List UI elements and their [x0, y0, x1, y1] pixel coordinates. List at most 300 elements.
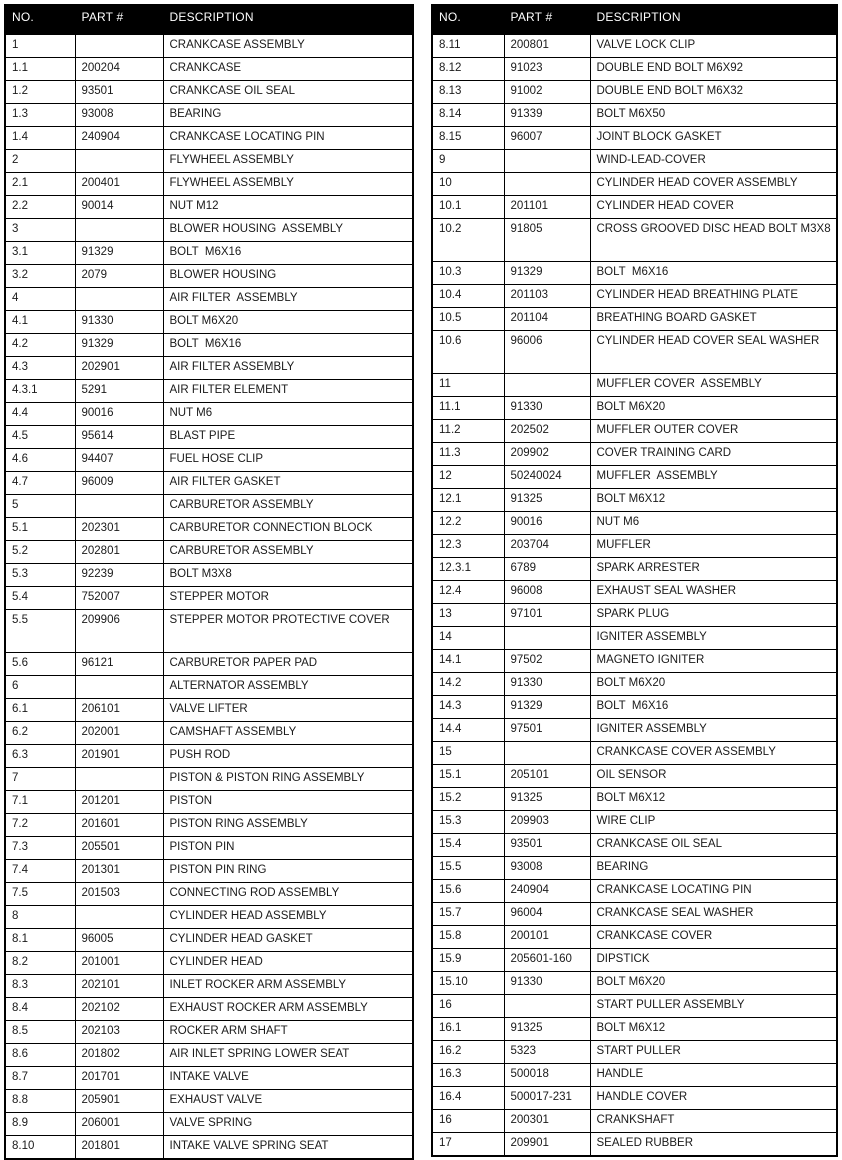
cell-part-number: 95614 — [75, 426, 163, 449]
table-row — [432, 308, 837, 331]
cell-no: 8.2 — [5, 952, 75, 975]
cell-part-number: 200204 — [75, 58, 163, 81]
cell-part-number: 91329 — [504, 696, 590, 719]
cell-no: 3 — [5, 219, 75, 242]
cell-part-number: 2079 — [75, 265, 163, 288]
cell-no: 15.2 — [432, 788, 504, 811]
table-row — [432, 627, 837, 650]
cell-part-number: 91330 — [504, 972, 590, 995]
table-row — [5, 587, 413, 610]
cell-no: 10.2 — [432, 219, 504, 262]
table-body-right — [432, 35, 837, 1157]
cell-no: 4.2 — [5, 334, 75, 357]
cell-description: CRANKCASE SEAL WASHER — [590, 903, 837, 926]
cell-description: CRANKCASE LOCATING PIN — [163, 127, 413, 150]
cell-part-number: 91330 — [504, 673, 590, 696]
cell-no: 10.6 — [432, 331, 504, 374]
table-row — [5, 975, 413, 998]
cell-description: MUFFLER COVER ASSEMBLY — [590, 374, 837, 397]
cell-part-number: 202801 — [75, 541, 163, 564]
cell-no: 11.3 — [432, 443, 504, 466]
cell-description: BOLT M6X20 — [590, 397, 837, 420]
table-row — [432, 397, 837, 420]
cell-part-number: 6789 — [504, 558, 590, 581]
cell-part-number: 209906 — [75, 610, 163, 653]
cell-part-number: 203704 — [504, 535, 590, 558]
cell-part-number: 240904 — [75, 127, 163, 150]
cell-part-number: 93008 — [504, 857, 590, 880]
cell-no: 10.5 — [432, 308, 504, 331]
table-row — [5, 564, 413, 587]
cell-part-number: 92239 — [75, 564, 163, 587]
table-row — [5, 357, 413, 380]
table-row — [5, 518, 413, 541]
cell-no: 11.2 — [432, 420, 504, 443]
table-row — [432, 58, 837, 81]
cell-part-number: 96008 — [504, 581, 590, 604]
cell-no: 4.4 — [5, 403, 75, 426]
cell-part-number: 91329 — [75, 334, 163, 357]
cell-description: PUSH ROD — [163, 745, 413, 768]
cell-part-number — [504, 173, 590, 196]
cell-part-number: 205601-160 — [504, 949, 590, 972]
cell-no: 7.5 — [5, 883, 75, 906]
cell-description: CRANKCASE OIL SEAL — [590, 834, 837, 857]
table-row — [5, 1021, 413, 1044]
cell-no: 10.3 — [432, 262, 504, 285]
cell-part-number: 202901 — [75, 357, 163, 380]
cell-part-number: 5291 — [75, 380, 163, 403]
cell-description: VALVE LOCK CLIP — [590, 35, 837, 58]
cell-part-number: 200401 — [75, 173, 163, 196]
table-row — [432, 35, 837, 58]
table-row — [5, 1136, 413, 1160]
cell-no: 16 — [432, 1110, 504, 1133]
cell-no: 14.2 — [432, 673, 504, 696]
cell-part-number — [504, 627, 590, 650]
table-row — [432, 127, 837, 150]
cell-part-number: 202301 — [75, 518, 163, 541]
cell-no: 5 — [5, 495, 75, 518]
table-row — [5, 541, 413, 564]
cell-no: 16.2 — [432, 1041, 504, 1064]
table-row — [5, 1113, 413, 1136]
cell-no: 10.4 — [432, 285, 504, 308]
cell-description: CAMSHAFT ASSEMBLY — [163, 722, 413, 745]
table-row — [5, 952, 413, 975]
cell-description: COVER TRAINING CARD — [590, 443, 837, 466]
cell-no: 12.3 — [432, 535, 504, 558]
cell-part-number: 96006 — [504, 331, 590, 374]
cell-no: 8.11 — [432, 35, 504, 58]
cell-part-number — [504, 995, 590, 1018]
cell-part-number: 209903 — [504, 811, 590, 834]
cell-description: BOLT M6X12 — [590, 1018, 837, 1041]
cell-part-number: 202103 — [75, 1021, 163, 1044]
cell-part-number: 201801 — [75, 1136, 163, 1160]
table-row — [5, 173, 413, 196]
cell-no: 17 — [432, 1133, 504, 1157]
table-row — [432, 995, 837, 1018]
cell-no: 15.5 — [432, 857, 504, 880]
cell-no: 5.4 — [5, 587, 75, 610]
cell-part-number: 91329 — [504, 262, 590, 285]
cell-part-number: 500018 — [504, 1064, 590, 1087]
cell-description: BOLT M6X16 — [590, 262, 837, 285]
cell-description: DOUBLE END BOLT M6X92 — [590, 58, 837, 81]
cell-no: 1.3 — [5, 104, 75, 127]
table-row — [432, 788, 837, 811]
cell-no: 12 — [432, 466, 504, 489]
cell-part-number: 93008 — [75, 104, 163, 127]
table-row — [5, 1067, 413, 1090]
cell-no: 1.1 — [5, 58, 75, 81]
cell-no: 3.2 — [5, 265, 75, 288]
cell-description: INTAKE VALVE — [163, 1067, 413, 1090]
table-row — [432, 420, 837, 443]
table-row — [5, 768, 413, 791]
cell-description: CYLINDER HEAD COVER ASSEMBLY — [590, 173, 837, 196]
cell-description: CRANKCASE COVER — [590, 926, 837, 949]
cell-no: 11.1 — [432, 397, 504, 420]
cell-no: 11 — [432, 374, 504, 397]
cell-description: BOLT M6X16 — [590, 696, 837, 719]
cell-part-number: 201901 — [75, 745, 163, 768]
cell-part-number: 91805 — [504, 219, 590, 262]
table-row — [432, 512, 837, 535]
table-row — [432, 196, 837, 219]
cell-no: 5.2 — [5, 541, 75, 564]
cell-description: START PULLER ASSEMBLY — [590, 995, 837, 1018]
cell-no: 4.5 — [5, 426, 75, 449]
cell-description: CRANKCASE LOCATING PIN — [590, 880, 837, 903]
cell-no: 16.3 — [432, 1064, 504, 1087]
table-row — [432, 1087, 837, 1110]
cell-no: 9 — [432, 150, 504, 173]
cell-description: BLOWER HOUSING — [163, 265, 413, 288]
cell-description: EXHAUST SEAL WASHER — [590, 581, 837, 604]
cell-description: NUT M12 — [163, 196, 413, 219]
cell-no: 14.3 — [432, 696, 504, 719]
cell-part-number: 50240024 — [504, 466, 590, 489]
table-row — [5, 906, 413, 929]
cell-part-number: 200101 — [504, 926, 590, 949]
cell-description: ALTERNATOR ASSEMBLY — [163, 676, 413, 699]
table-row — [5, 127, 413, 150]
cell-no: 4 — [5, 288, 75, 311]
table-row — [5, 998, 413, 1021]
cell-description: BOLT M6X20 — [590, 673, 837, 696]
cell-no: 1.2 — [5, 81, 75, 104]
cell-no: 15.9 — [432, 949, 504, 972]
table-row — [432, 374, 837, 397]
cell-description: BOLT M6X20 — [590, 972, 837, 995]
table-row — [432, 811, 837, 834]
cell-description: CONNECTING ROD ASSEMBLY — [163, 883, 413, 906]
cell-description: CRANKSHAFT — [590, 1110, 837, 1133]
table-row — [432, 535, 837, 558]
cell-no: 8.15 — [432, 127, 504, 150]
table-row — [5, 219, 413, 242]
column-header-description: DESCRIPTION — [590, 5, 837, 35]
cell-no: 1.4 — [5, 127, 75, 150]
table-row — [432, 880, 837, 903]
cell-part-number: 91002 — [504, 81, 590, 104]
cell-part-number: 201802 — [75, 1044, 163, 1067]
cell-description: BOLT M6X16 — [163, 242, 413, 265]
cell-no: 14.4 — [432, 719, 504, 742]
table-row — [5, 837, 413, 860]
table-row — [5, 610, 413, 653]
cell-description: DIPSTICK — [590, 949, 837, 972]
table-row — [5, 196, 413, 219]
table-row — [432, 81, 837, 104]
table-row — [5, 265, 413, 288]
table-row — [432, 1110, 837, 1133]
cell-no: 4.6 — [5, 449, 75, 472]
table-row — [5, 653, 413, 676]
table-row — [5, 1090, 413, 1113]
cell-description: CARBURETOR ASSEMBLY — [163, 495, 413, 518]
cell-no: 3.1 — [5, 242, 75, 265]
cell-description: FLYWHEEL ASSEMBLY — [163, 150, 413, 173]
cell-no: 7.4 — [5, 860, 75, 883]
cell-part-number: 201001 — [75, 952, 163, 975]
cell-no: 12.2 — [432, 512, 504, 535]
cell-description: PISTON & PISTON RING ASSEMBLY — [163, 768, 413, 791]
cell-description: BLOWER HOUSING ASSEMBLY — [163, 219, 413, 242]
cell-description: VALVE SPRING — [163, 1113, 413, 1136]
cell-part-number — [504, 150, 590, 173]
table-row — [5, 814, 413, 837]
cell-description: BOLT M6X12 — [590, 788, 837, 811]
cell-description: CARBURETOR ASSEMBLY — [163, 541, 413, 564]
cell-part-number — [75, 768, 163, 791]
cell-no: 5.6 — [5, 653, 75, 676]
cell-part-number: 202101 — [75, 975, 163, 998]
cell-description: PISTON PIN RING — [163, 860, 413, 883]
cell-description: CRANKCASE ASSEMBLY — [163, 35, 413, 58]
cell-no: 16.1 — [432, 1018, 504, 1041]
table-row — [432, 765, 837, 788]
cell-description: VALVE LIFTER — [163, 699, 413, 722]
table-row — [432, 219, 837, 262]
cell-part-number: 96004 — [504, 903, 590, 926]
table-row — [432, 466, 837, 489]
table-row — [432, 1064, 837, 1087]
cell-part-number: 91325 — [504, 489, 590, 512]
cell-no: 15.1 — [432, 765, 504, 788]
cell-part-number: 97101 — [504, 604, 590, 627]
table-row — [432, 1018, 837, 1041]
cell-part-number — [504, 742, 590, 765]
cell-part-number: 201101 — [504, 196, 590, 219]
cell-no: 12.4 — [432, 581, 504, 604]
table-row — [432, 285, 837, 308]
cell-part-number: 200801 — [504, 35, 590, 58]
cell-no: 8.3 — [5, 975, 75, 998]
cell-description: CYLINDER HEAD — [163, 952, 413, 975]
cell-description: BOLT M6X50 — [590, 104, 837, 127]
table-row — [5, 81, 413, 104]
cell-description: STEPPER MOTOR PROTECTIVE COVER — [163, 610, 413, 653]
cell-description: MUFFLER OUTER COVER — [590, 420, 837, 443]
cell-no: 13 — [432, 604, 504, 627]
cell-no: 16 — [432, 995, 504, 1018]
table-row — [432, 558, 837, 581]
cell-description: STEPPER MOTOR — [163, 587, 413, 610]
cell-no: 8.7 — [5, 1067, 75, 1090]
cell-part-number: 240904 — [504, 880, 590, 903]
table-row — [5, 242, 413, 265]
cell-description: ROCKER ARM SHAFT — [163, 1021, 413, 1044]
cell-no: 8.5 — [5, 1021, 75, 1044]
cell-part-number: 202502 — [504, 420, 590, 443]
cell-description: BOLT M6X12 — [590, 489, 837, 512]
cell-description: MUFFLER — [590, 535, 837, 558]
cell-no: 8.10 — [5, 1136, 75, 1160]
cell-no: 14 — [432, 627, 504, 650]
cell-part-number: 91330 — [75, 311, 163, 334]
cell-no: 15.4 — [432, 834, 504, 857]
cell-part-number: 90014 — [75, 196, 163, 219]
table-row — [5, 722, 413, 745]
cell-description: CYLINDER HEAD COVER SEAL WASHER — [590, 331, 837, 374]
cell-part-number: 205101 — [504, 765, 590, 788]
table-row — [5, 35, 413, 58]
cell-part-number: 96007 — [504, 127, 590, 150]
cell-no: 6.1 — [5, 699, 75, 722]
cell-part-number: 206001 — [75, 1113, 163, 1136]
cell-part-number: 91339 — [504, 104, 590, 127]
table-row — [432, 173, 837, 196]
table-row — [5, 311, 413, 334]
cell-description: INLET ROCKER ARM ASSEMBLY — [163, 975, 413, 998]
table-row — [5, 699, 413, 722]
cell-no: 12.3.1 — [432, 558, 504, 581]
column-header-no: NO. — [5, 5, 75, 35]
cell-no: 8.13 — [432, 81, 504, 104]
cell-description: WIRE CLIP — [590, 811, 837, 834]
cell-part-number — [75, 906, 163, 929]
cell-description: BEARING — [590, 857, 837, 880]
table-row — [432, 972, 837, 995]
cell-description: PISTON RING ASSEMBLY — [163, 814, 413, 837]
cell-part-number: 93501 — [75, 81, 163, 104]
cell-description: HANDLE COVER — [590, 1087, 837, 1110]
table-row — [5, 791, 413, 814]
cell-description: SPARK PLUG — [590, 604, 837, 627]
cell-no: 8 — [5, 906, 75, 929]
cell-part-number: 91023 — [504, 58, 590, 81]
cell-no: 2.1 — [5, 173, 75, 196]
table-row — [5, 150, 413, 173]
cell-description: WIND-LEAD-COVER — [590, 150, 837, 173]
cell-part-number: 97501 — [504, 719, 590, 742]
cell-description: CYLINDER HEAD GASKET — [163, 929, 413, 952]
cell-description: BOLT M3X8 — [163, 564, 413, 587]
cell-description: CRANKCASE OIL SEAL — [163, 81, 413, 104]
cell-part-number: 5323 — [504, 1041, 590, 1064]
table-row — [432, 926, 837, 949]
cell-no: 8.12 — [432, 58, 504, 81]
table-row — [5, 676, 413, 699]
cell-part-number: 91325 — [504, 788, 590, 811]
cell-no: 4.1 — [5, 311, 75, 334]
table-header-right — [432, 5, 837, 35]
cell-no: 16.4 — [432, 1087, 504, 1110]
cell-no: 8.4 — [5, 998, 75, 1021]
cell-description: BOLT M6X16 — [163, 334, 413, 357]
table-row — [5, 403, 413, 426]
table-header-left — [5, 5, 413, 35]
table-row — [432, 719, 837, 742]
cell-part-number: 96009 — [75, 472, 163, 495]
cell-description: AIR FILTER GASKET — [163, 472, 413, 495]
cell-description: BOLT M6X20 — [163, 311, 413, 334]
parts-table-right — [431, 4, 838, 1157]
table-row — [5, 929, 413, 952]
column-header-part: PART # — [504, 5, 590, 35]
table-body-left — [5, 35, 413, 1160]
cell-part-number: 200301 — [504, 1110, 590, 1133]
cell-part-number: 209902 — [504, 443, 590, 466]
table-row — [5, 104, 413, 127]
cell-part-number — [75, 35, 163, 58]
cell-description: CYLINDER HEAD ASSEMBLY — [163, 906, 413, 929]
cell-description: EXHAUST VALVE — [163, 1090, 413, 1113]
cell-no: 7.3 — [5, 837, 75, 860]
cell-part-number — [75, 219, 163, 242]
cell-no: 6 — [5, 676, 75, 699]
cell-no: 4.7 — [5, 472, 75, 495]
cell-no: 15.10 — [432, 972, 504, 995]
table-row — [5, 495, 413, 518]
cell-description: BEARING — [163, 104, 413, 127]
cell-no: 8.8 — [5, 1090, 75, 1113]
table-row — [432, 834, 837, 857]
cell-description: EXHAUST ROCKER ARM ASSEMBLY — [163, 998, 413, 1021]
table-row — [432, 903, 837, 926]
cell-description: CYLINDER HEAD COVER — [590, 196, 837, 219]
cell-no: 8.1 — [5, 929, 75, 952]
cell-part-number — [75, 676, 163, 699]
cell-no: 10 — [432, 173, 504, 196]
cell-no: 12.1 — [432, 489, 504, 512]
cell-no: 8.14 — [432, 104, 504, 127]
table-row — [5, 380, 413, 403]
table-row — [5, 58, 413, 81]
table-row — [432, 949, 837, 972]
cell-no: 5.1 — [5, 518, 75, 541]
table-row — [432, 581, 837, 604]
cell-description: MAGNETO IGNITER — [590, 650, 837, 673]
cell-description: SPARK ARRESTER — [590, 558, 837, 581]
cell-part-number: 201601 — [75, 814, 163, 837]
cell-part-number: 752007 — [75, 587, 163, 610]
cell-part-number: 201104 — [504, 308, 590, 331]
cell-no: 2 — [5, 150, 75, 173]
cell-description: AIR FILTER ELEMENT — [163, 380, 413, 403]
header-row — [432, 5, 837, 35]
cell-part-number: 90016 — [75, 403, 163, 426]
cell-part-number: 91330 — [504, 397, 590, 420]
cell-description: CRANKCASE — [163, 58, 413, 81]
cell-no: 7 — [5, 768, 75, 791]
cell-description: OIL SENSOR — [590, 765, 837, 788]
cell-description: CROSS GROOVED DISC HEAD BOLT M3X8 — [590, 219, 837, 262]
table-row — [432, 696, 837, 719]
